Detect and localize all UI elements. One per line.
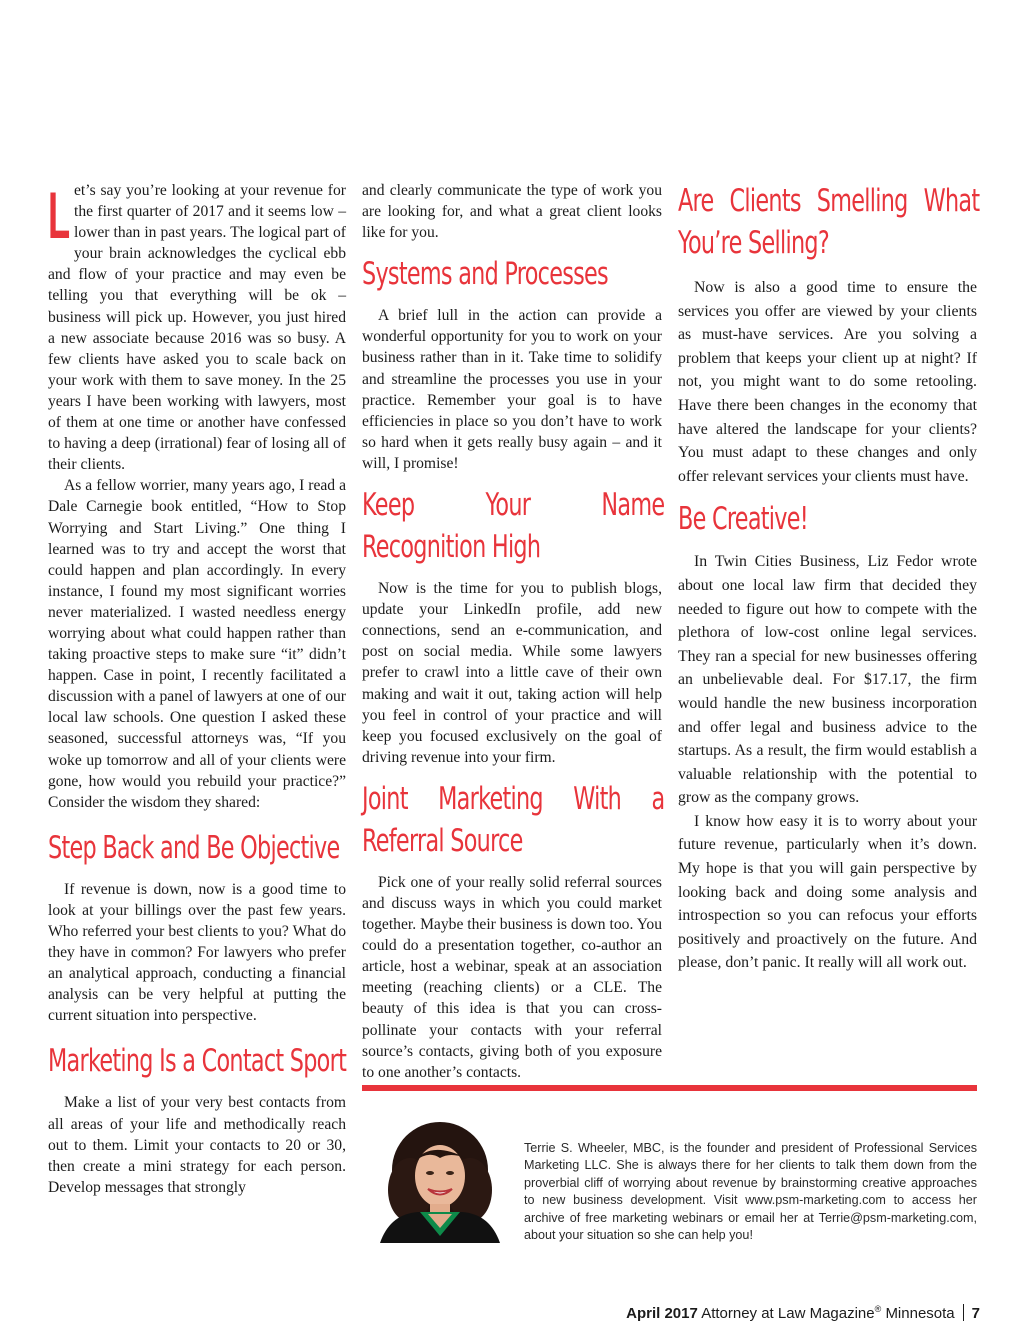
- divider-rule: [362, 1085, 977, 1091]
- page-number: 7: [971, 1305, 980, 1322]
- magazine-name: Attorney at Law Magazine: [701, 1305, 875, 1322]
- section-heading-joint-marketing: Joint Marketing With a Referral Source: [362, 780, 665, 859]
- paragraph: A brief lull in the action can provide a wonderful opportunity for you to work on your business rather than in it. Take time to solidify and streamline the processes you use in your practice. Remember your goal is to have efficiencies in place so you don’t have to work so hard when it gets really busy again – and it will, I promise!: [362, 307, 662, 472]
- section-heading-step-back: Step Back and Be Objective: [48, 829, 340, 866]
- article-column-1: [48, 180, 346, 1198]
- section-heading-clients-selling: Are Clients Smelling What You’re Selling?: [678, 183, 980, 261]
- paragraph: Make a list of your very best contacts from all areas of your life and methodically reach out to them. Limit your contacts to 20 or 30, then create a mini strategy for each person. Develop messages that strongly: [48, 1094, 346, 1196]
- intro-text: et’s say you’re looking at your revenue for the first quarter of 2017 and it seems low – lower than in past years. The logical part of your brain acknowledges the cyclical ebb and flow of your practice and may even be telling you that everything will be ok – business will pick up. However, you just hired a new associate because 2016 was so busy. A few clients have asked you to scale back on your work with them to save money. In the 25 years I have been working with lawyers, most of them at one time or another have confessed to having a deep (irrational) fear of losing all of their clients.: [48, 182, 346, 474]
- paragraph: In Twin Cities Business, Liz Fedor wrote about one local law firm that decided they needed to figure out how to compete with the plethora of low-cost online legal services. They ran a special for new businesses offering an unbelievable deal. For $17.17, the firm would handle the new business incorporation and offer legal and business advice to the startups. As a result, the firm would establish a valuable relationship with the potential to grow as the company grows.: [678, 553, 977, 807]
- issue-date: April 2017: [626, 1305, 698, 1322]
- paragraph: If revenue is down, now is a good time to look at your billings over the past few years. Who referred your best clients to you? What do they have in common? For lawyers who prefer an analytical approach, conducting a financial analysis can be very helpful at putting the current situation into perspective.: [48, 880, 346, 1025]
- intro-paragraph: [48, 180, 346, 475]
- registered-mark: ®: [874, 1304, 882, 1314]
- magazine-region: Minnesota: [885, 1305, 955, 1322]
- author-photo: [370, 1118, 508, 1243]
- author-bio: Terrie S. Wheeler, MBC, is the founder and president of Professional Services Marketing LLC. She is always there for her clients to talk them down from the proverbial cliff of worrying about revenue by brainstorming creative approaches to new business development. Visit www.psm-marketing.com to access her archive of free marketing webinars or email her at Terrie@psm-marketing.com, about your situation so she can help you!: [524, 1141, 977, 1243]
- paragraph: Now is also a good time to ensure the services you offer are viewed by your clients as must-have services. Are you solving a problem that keeps your client up at night? If not, you might want to do some retooling. Have there been changes in the economy that have altered the landscape for your clients? You must adapt to these changes and only offer relevant services your clients must have.: [678, 279, 977, 485]
- section-heading-contact-sport: Marketing Is a Contact Sport: [48, 1043, 347, 1080]
- drop-cap: L: [48, 178, 71, 252]
- paragraph: Pick one of your really solid referral sources and discuss ways in which you could market together. Maybe their business is down too. You could do a presentation together, co-author an article, host a webinar, speak at an association meeting (reaching clients) or a CLE. The beauty of this idea is that you can cross-pollinate your contacts with your referral source’s contacts, giving both of you exposure to one another’s contacts.: [362, 873, 662, 1081]
- page-footer: [626, 1304, 980, 1322]
- section-heading-name-recognition: Keep Your Name Recognition High: [362, 487, 665, 566]
- article-column-3: [678, 180, 980, 975]
- paragraph: As a fellow worrier, many years ago, I read a Dale Carnegie book entitled, “How to Stop Worrying and Start Living.” One thing I learned was to try and accept the worst that could happen and plan accordingly. In every instance, I found my most significant worries never materialized. I wasted needless energy worrying about what could happen rather than taking proactive steps to make sure “it” didn’t happen. Case in point, I recently facilitated a discussion with a panel of lawyers at one of our local law schools. One question I asked these seasoned, successful attorneys was, “If you woke up tomorrow and all of your clients were gone, how would you rebuild your practice?” Consider the wisdom they shared:: [48, 477, 346, 811]
- paragraph: and clearly communicate the type of work you are looking for, and what a great client looks like for you.: [362, 182, 662, 242]
- paragraph: Now is the time for you to publish blogs, update your LinkedIn profile, add new connections, send an e-communication, and post on social media. While some lawyers prefer to crawl into a little cave of their own making and wait it out, taking action will help you feel in control of your practice and will keep you focused exclusively on the goal of driving revenue into your firm.: [362, 580, 662, 766]
- section-heading-be-creative: Be Creative!: [678, 501, 809, 538]
- article-column-2: [362, 180, 665, 1083]
- paragraph: I know how easy it is to worry about your future revenue, particularly when it’s down. My hope is that you will gain perspective by looking back and doing some analysis and introspection so you can refocus your efforts positively and proactively on the future. And please, don’t panic. It really will all work out.: [678, 812, 977, 972]
- footer-separator: [963, 1304, 964, 1321]
- section-heading-systems: Systems and Processes: [362, 256, 608, 293]
- author-portrait-image: [370, 1118, 508, 1243]
